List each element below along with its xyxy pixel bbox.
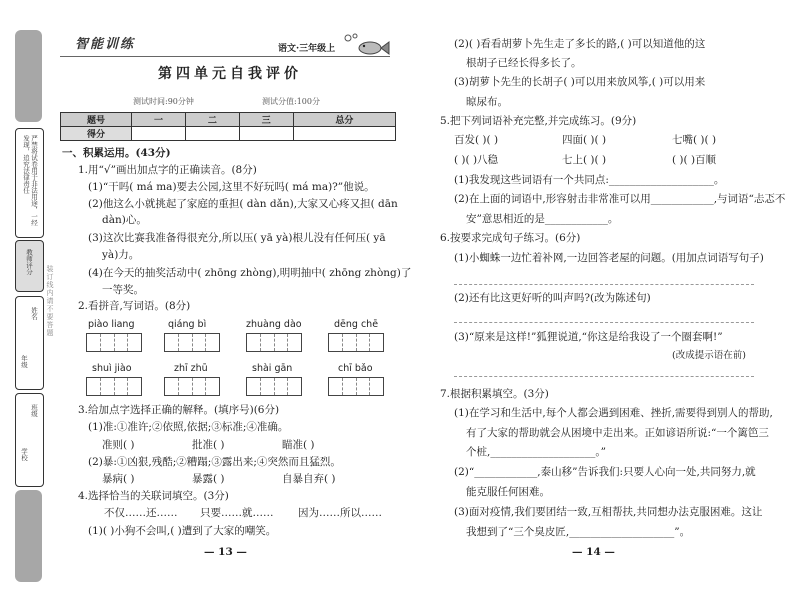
q7-item-1-cont: 有了大家的帮助就会从困境中走出来。正如谚语所说:“一个篱笆三 (466, 427, 769, 439)
q3-word: 暴病( ) (102, 473, 135, 485)
cut-line-text: 装订线内请不要答题 (46, 264, 54, 337)
score-input-cell[interactable] (293, 127, 395, 141)
q3-word: 批准( ) (192, 439, 225, 451)
sidebar-shade-top (15, 30, 42, 122)
idiom-blank: 七上( )( ) (562, 154, 607, 166)
q7-item-2-cont: 能克服任何困难。 (466, 486, 550, 498)
writing-grid[interactable] (86, 333, 142, 352)
question-4: 4.选择恰当的关联词填空。(3分) (78, 490, 229, 502)
pinyin-label: zhuàng dào (246, 319, 302, 330)
score-table-score-row (61, 127, 396, 141)
idiom-blank: 七嘴( )( ) (672, 134, 717, 146)
page-number-right: — 14 — (572, 546, 615, 558)
score-table-cell: 得分 (61, 127, 132, 141)
question-5: 5.把下列词语补充完整,并完成练习。(9分) (440, 115, 637, 127)
sidebar-school-class-box (15, 393, 44, 487)
pinyin-label: shài gān (252, 363, 293, 374)
subject-label: 语文·三年级上 (278, 44, 336, 54)
sidebar-grade-name-box (15, 296, 44, 390)
section-heading: 一、积累运用。(43分) (62, 147, 171, 159)
q1-item-3-cont: yà)力。 (102, 249, 140, 261)
q7-item-2: (2)“____________,泰山移”告诉我们:只要人心向一处,共同努力,就 (454, 466, 756, 478)
writing-grid[interactable] (328, 333, 384, 352)
class-label: 班级 (30, 404, 38, 417)
score-input-cell[interactable] (132, 127, 186, 141)
q4-item-1: (1)( )小狗不会叫,( )遭到了大家的嘲笑。 (88, 525, 277, 537)
score-table-cell: 二 (185, 113, 239, 127)
question-7: 7.根据积累填空。(3分) (440, 388, 549, 400)
writing-grid[interactable] (164, 333, 220, 352)
idiom-blank: ( )( )八稳 (454, 154, 499, 166)
idiom-blank: ( )( )百顺 (672, 154, 717, 166)
pinyin-label: zhī zhū (174, 363, 208, 374)
writing-grid[interactable] (328, 377, 384, 396)
binding-sidebar (0, 0, 62, 601)
score-table (60, 112, 396, 141)
school-label: 学校 (20, 448, 28, 461)
q1-item-1: (1)“干吗( má ma)要去公园,这里不好玩吗( má ma)?”他说。 (88, 181, 375, 193)
q5-item-1: (1)我发现这些词语有一个共同点:____________________。 (454, 174, 725, 186)
name-label: 姓名 (30, 307, 38, 320)
grade-label: 年级 (20, 355, 28, 368)
pinyin-label: shuì jiào (92, 363, 132, 374)
idiom-blank: 四面( )( ) (562, 134, 607, 146)
writing-grid[interactable] (164, 377, 220, 396)
q5-item-2-cont: 安”意思相近的是____________。 (466, 213, 619, 225)
q6-item-2: (2)还有比这更好听的叫声吗?(改为陈述句) (454, 292, 651, 304)
score-table-cell: 题号 (61, 113, 132, 127)
writing-grid[interactable] (246, 333, 302, 352)
q4-item-2-cont: 根胡子已经长得多长了。 (466, 57, 582, 69)
q5-item-2: (2)在上面的词语中,形容射击非常准可以用____________,与词语“忐忑不 (454, 193, 786, 205)
question-1: 1.用“√”画出加点字的正确读音。(8分) (78, 164, 257, 176)
q4-option: 只要……就…… (200, 507, 274, 519)
q7-item-1-cont2: 个桩,____________________。” (466, 446, 606, 458)
header-rule (60, 56, 390, 57)
q4-item-2: (2)( )看看胡萝卜先生走了多长的路,( )可以知道他的这 (454, 38, 706, 50)
q1-item-4-cont: 一等奖。 (102, 284, 144, 296)
score-table-cell: 三 (239, 113, 293, 127)
sidebar-vertical-notes: 严禁将试卷用于非法用途，一经发现，追究法律责任 (22, 135, 38, 226)
fish-icon (342, 32, 390, 56)
q3-definition-2: (2)暴:①凶狠,残酷;②糟蹋;③露出来;④突然而且猛烈。 (88, 456, 341, 468)
score-table-header-row (61, 113, 396, 127)
score-input-cell[interactable] (185, 127, 239, 141)
pinyin-label: piào liang (88, 319, 135, 330)
writing-grid[interactable] (86, 377, 142, 396)
score-input-cell[interactable] (239, 127, 293, 141)
q1-item-2: (2)他这么小就挑起了家庭的重担( dàn dǎn),大家又心疼又担( dān (88, 198, 398, 210)
q3-word: 准则( ) (102, 439, 135, 451)
q1-item-3: (3)这次比赛我准备得很充分,所以压( yā yà)根儿没有任何压( yā (88, 232, 386, 244)
q7-item-1: (1)在学习和生活中,每个人都会遇到困难、挫折,需要得到别人的帮助, (454, 407, 773, 419)
brand-title: 智能训练 (75, 37, 136, 52)
q4-option: 不仅……还…… (104, 507, 178, 519)
q6-item-1: (1)小蜘蛛一边忙着补网,一边回答老屋的问题。(用加点词语写句子) (454, 252, 764, 264)
score-table-cell: 总分 (293, 113, 395, 127)
answer-line[interactable] (454, 376, 754, 378)
sidebar-shade-bottom (15, 490, 42, 582)
question-2: 2.看拼音,写词语。(8分) (78, 300, 191, 312)
sidebar-score-label: 教师评分 (25, 249, 33, 275)
q4-item-3: (3)胡萝卜先生的长胡子( )可以用来放风筝,( )可以用来 (454, 76, 706, 88)
q4-option: 因为……所以…… (298, 507, 382, 519)
q3-word: 暴露( ) (192, 473, 225, 485)
answer-line[interactable] (454, 322, 754, 324)
sidebar-notes-box (15, 128, 44, 238)
q3-word: 自暴自弃( ) (282, 473, 336, 485)
q6-item-3-note: (改成提示语在前) (672, 350, 746, 361)
pinyin-label: chī bǎo (338, 363, 373, 374)
question-6: 6.按要求完成句子练习。(6分) (440, 232, 581, 244)
q7-item-3-cont: 我想到了“三个臭皮匠,____________________”。 (466, 526, 691, 538)
sidebar-score-box (15, 240, 44, 292)
pinyin-label: qiáng bì (168, 319, 207, 330)
q1-item-4: (4)在今天的抽奖活动中( zhōng zhòng),明明抽中( zhōng zhòng)了 (88, 267, 412, 279)
answer-line[interactable] (454, 284, 754, 286)
writing-grid[interactable] (246, 377, 302, 396)
test-time: 测试时间:90分钟 (133, 97, 194, 106)
q1-item-2-cont: dàn)心。 (102, 214, 147, 226)
page-title: 第四单元自我评价 (158, 66, 302, 82)
score-table-cell: 一 (132, 113, 186, 127)
page-number-left: — 13 — (204, 546, 247, 558)
pinyin-label: dēng chē (334, 319, 379, 330)
q6-item-3: (3)“原来是这样!”狐狸说道,“你这是给我设了一个圈套啊!” (454, 331, 723, 343)
q4-item-3-cont: 晾尿布。 (466, 96, 508, 108)
q3-word: 瞄准( ) (282, 439, 315, 451)
q7-item-3: (3)面对疫情,我们要团结一致,互相帮扶,共同想办法克服困难。这让 (454, 506, 763, 518)
test-score: 测试分值:100分 (262, 97, 320, 106)
q3-definition-1: (1)准:①准许;②依照,依据;③标准;④准确。 (88, 421, 289, 433)
idiom-blank: 百发( )( ) (454, 134, 499, 146)
question-3: 3.给加点字选择正确的解释。(填序号)(6分) (78, 404, 280, 416)
